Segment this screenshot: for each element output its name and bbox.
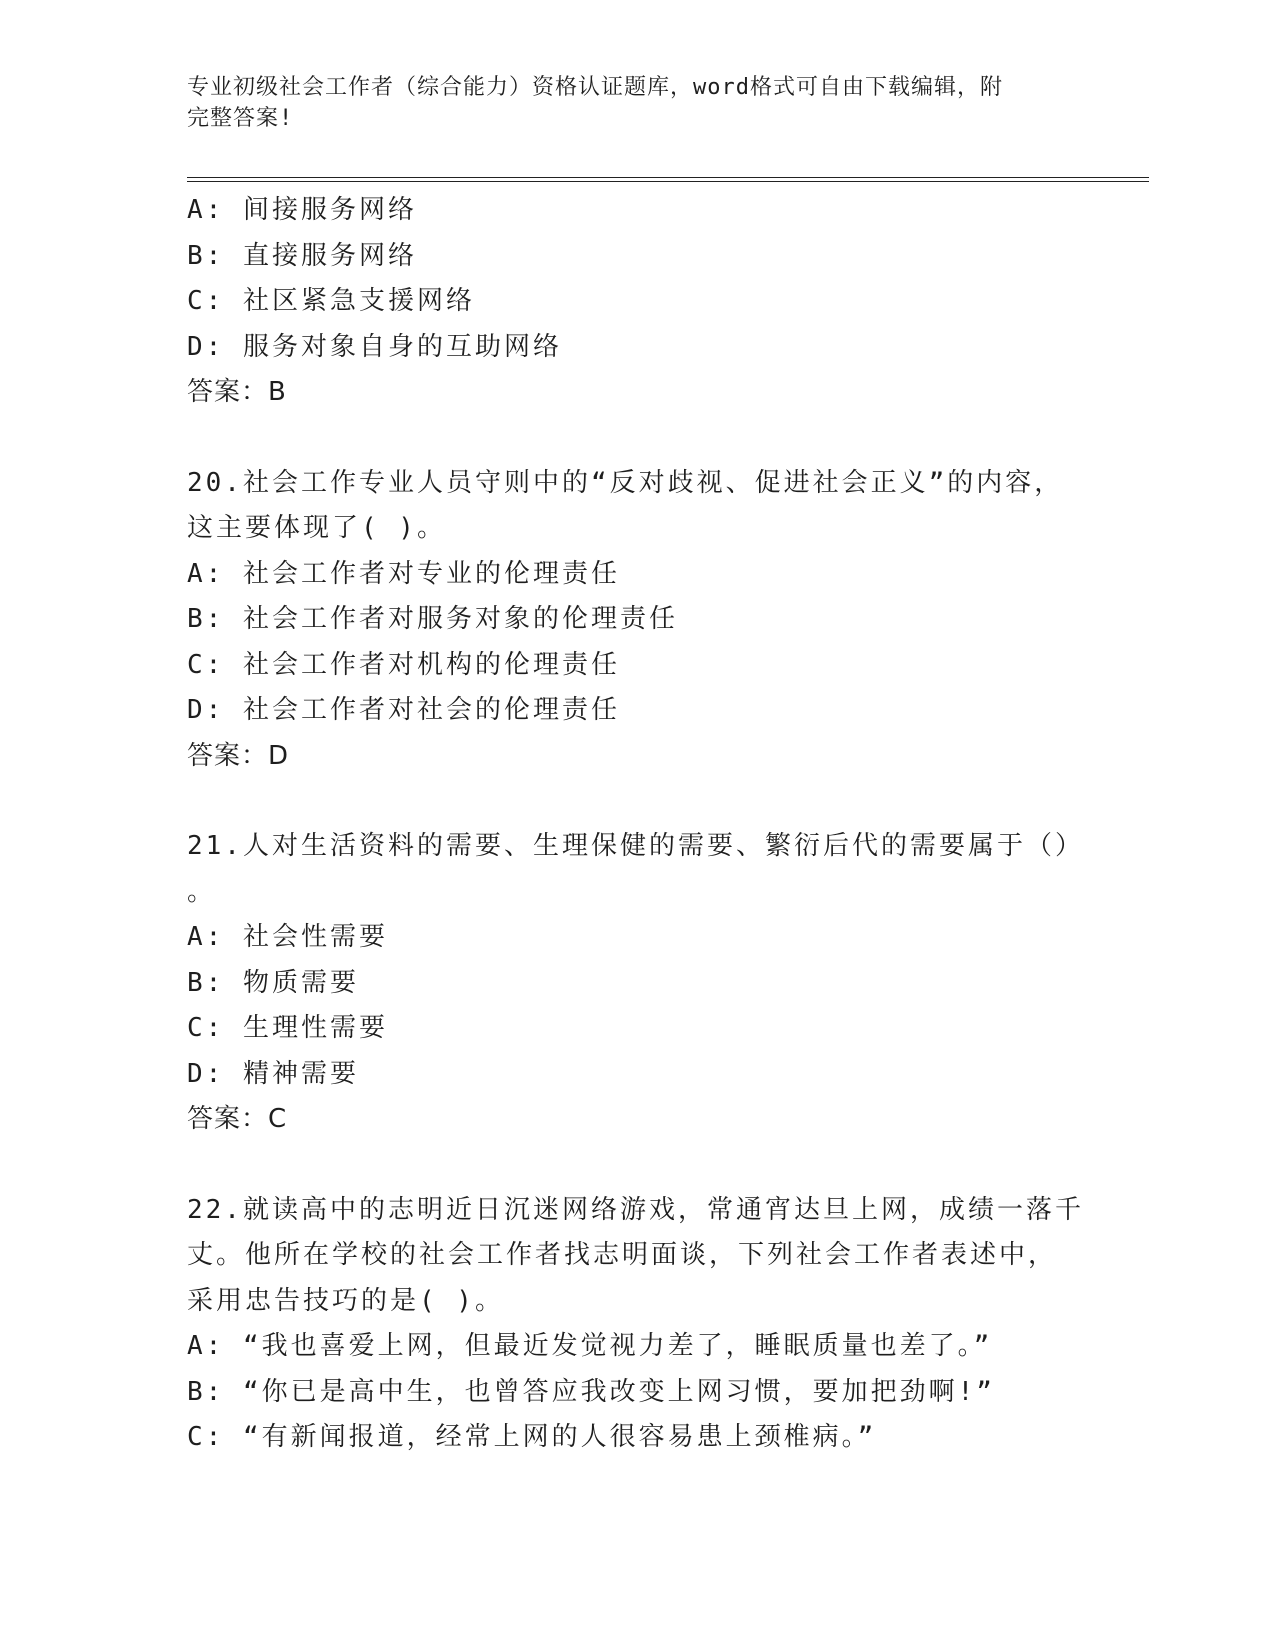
- question-21: [187, 824, 1087, 1143]
- question-stem-line: 20.社会工作专业人员守则中的“反对歧视、促进社会正义”的内容，: [187, 467, 1064, 498]
- question-19: [187, 188, 1087, 416]
- answer: 答案：D: [187, 740, 290, 771]
- option-d: D: 精神需要: [187, 1058, 359, 1089]
- option-b: B: 物质需要: [187, 967, 359, 998]
- option-c: C: 社区紧急支援网络: [187, 286, 475, 316]
- header-line-1: 专业初级社会工作者（综合能力）资格认证题库，word格式可自由下载编辑，附: [187, 75, 1003, 100]
- header-divider-top: [187, 177, 1149, 178]
- option-b: B: 社会工作者对服务对象的伦理责任: [187, 604, 678, 634]
- question-20: [187, 461, 1087, 780]
- option-c: C: 社会工作者对机构的伦理责任: [187, 649, 620, 680]
- header-divider-bottom: [187, 181, 1149, 182]
- question-stem-line: 丈。他所在学校的社会工作者找志明面谈，下列社会工作者表述中，: [187, 1240, 1058, 1270]
- option-d: D: 服务对象自身的互助网络: [187, 331, 562, 362]
- option-b: B: 直接服务网络: [187, 240, 417, 271]
- option-c: C: 生理性需要: [187, 1013, 388, 1043]
- option-d: D: 社会工作者对社会的伦理责任: [187, 695, 620, 725]
- question-stem-line: 22.就读高中的志明近日沉迷网络游戏，常通宵达旦上网，成绩一落千: [187, 1194, 1084, 1225]
- option-b: B: “你已是高中生，也曾答应我改变上网习惯，要加把劲啊!”: [187, 1376, 995, 1407]
- answer: 答案：B: [187, 377, 287, 407]
- spacer: [187, 416, 1087, 461]
- option-a: A: “我也喜爱上网，但最近发觉视力差了，睡眠质量也差了。”: [187, 1331, 993, 1361]
- option-a: A: 间接服务网络: [187, 195, 417, 225]
- spacer: [187, 779, 1087, 824]
- option-c: C: “有新闻报道，经常上网的人很容易患上颈椎病。”: [187, 1422, 877, 1452]
- question-stem-line: 21.人对生活资料的需要、生理保健的需要、繁衍后代的需要属于（）: [187, 831, 1084, 861]
- spacer: [187, 1143, 1087, 1188]
- answer: 答案：C: [187, 1104, 288, 1134]
- question-stem-line: 这主要体现了( )。: [187, 513, 446, 543]
- question-stem-line: 。: [187, 876, 217, 907]
- option-a: A: 社会性需要: [187, 922, 388, 952]
- header-line-2: 完整答案!: [187, 106, 294, 131]
- question-22: [187, 1188, 1087, 1461]
- option-a: A: 社会工作者对专业的伦理责任: [187, 558, 620, 589]
- question-stem-line: 采用忠告技巧的是( )。: [187, 1285, 504, 1316]
- question-list: [187, 188, 1087, 1461]
- document-header: [187, 72, 1067, 134]
